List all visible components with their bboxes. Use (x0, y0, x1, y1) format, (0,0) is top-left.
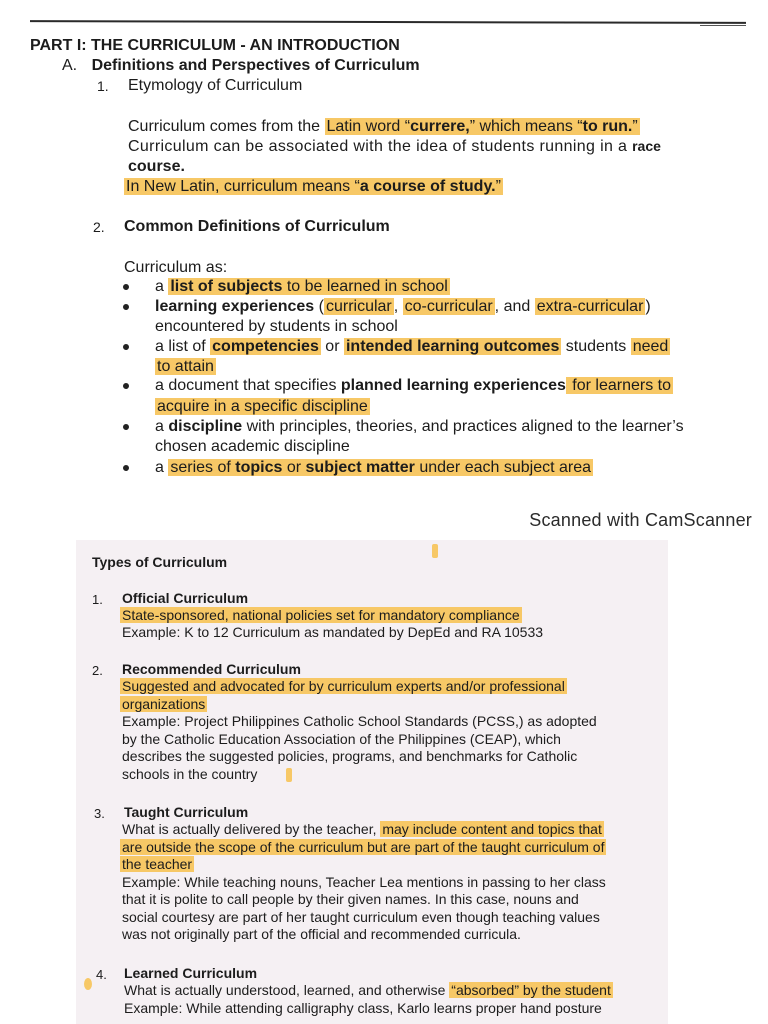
type4-title: Learned Curriculum (124, 965, 258, 981)
type4-number: 4. (96, 967, 107, 982)
item1-number: 1. (97, 78, 109, 94)
highlighter-mark (286, 768, 292, 782)
type4-line-2: Example: While attending calligraphy class, Karlo learns proper hand posture (124, 1000, 602, 1016)
type3-line-2: are outside the scope of the curriculum but are part of the taught curriculum of (122, 839, 605, 855)
type1-line-2: Example: K to 12 Curriculum as mandated by DepEd and RA 10533 (122, 624, 544, 640)
scanned-page-1: PART I: THE CURRICULUM - AN INTRODUCTION A. Definitions and Perspectives of Curriculum 1. Etymology of Curriculum Curriculum comes from the Latin word “currere,” which means “to run.” Curriculum can be associated with the idea of students running in a race course. In New Latin, curriculum means “a course of study.” 2. Common Definitions of Curriculum Curriculum as: a list of subjects to be learned in school learning experiences ( curricular , co-curricular , and extra-curricular ) encountered by students in school a list of competencies or intended learning outcomes students need to attain a document that specifies planned learning experiences for learners to acquire in a specific discipline a discipline with principles, theories, and practices aligned to the learner’s chosen academic discipline a series of topics or subject matter under each subject area (0, 0, 768, 485)
type1-title: Official Curriculum (122, 590, 249, 606)
etymology-line-1: Curriculum comes from the Latin word “currere,” which means “to run.” (128, 118, 638, 135)
definition-bullet-4-cont: acquire in a specific discipline (157, 398, 368, 415)
part-title: PART I: THE CURRICULUM - AN INTRODUCTION (30, 37, 400, 54)
definitions-intro: Curriculum as: (124, 259, 228, 276)
section-title: Definitions and Perspectives of Curriculum (91, 57, 420, 74)
definition-bullet-3-cont: to attain (157, 358, 214, 375)
type2-line-6: schools in the country (122, 766, 258, 782)
type2-line-1: Suggested and advocated for by curriculum experts and/or professional (122, 678, 565, 694)
type4-line-1: What is actually understood, learned, and otherwise “absorbed” by the student (124, 982, 611, 998)
type3-title: Taught Curriculum (124, 804, 249, 820)
types-title: Types of Curriculum (92, 554, 228, 570)
header-rule-tail (700, 25, 746, 26)
definition-bullet-2-cont: encountered by students in school (155, 318, 398, 335)
type3-line-6: social courtesy are part of her taught curriculum even though teaching values (122, 909, 600, 925)
type3-line-4: Example: While teaching nouns, Teacher Lea mentions in passing to her class (122, 874, 606, 890)
type2-number: 2. (92, 663, 103, 678)
highlighter-mark (432, 544, 438, 558)
type1-line-1: State-sponsored, national policies set for mandatory compliance (122, 607, 520, 623)
type2-title: Recommended Curriculum (122, 661, 301, 677)
item1-title: Etymology of Curriculum (128, 77, 303, 94)
highlighter-mark (84, 978, 92, 990)
etymology-line-2: Curriculum can be associated with the idea of students running in a race (128, 138, 661, 155)
type3-line-5: that it is polite to call people by their given names. In this case, nouns and (122, 891, 579, 907)
section-letter: A. (62, 57, 78, 74)
type3-number: 3. (94, 806, 105, 821)
type3-line-1: What is actually delivered by the teacher, may include content and topics that (122, 821, 602, 837)
etymology-line-3: course. (128, 158, 185, 175)
header-rule (30, 20, 746, 24)
section-heading (62, 56, 420, 75)
type3-line-3: the teacher (122, 856, 193, 872)
item2-number: 2. (93, 219, 105, 235)
type2-line-5: describes the suggested policies, programs, and benchmarks for Catholic (122, 748, 578, 764)
etymology-line-4: In New Latin, curriculum means “a course of study.” (126, 178, 501, 195)
type3-line-7: was not originally part of the official and recommended curricula. (122, 926, 521, 942)
camscanner-caption: Scanned with CamScanner (529, 510, 752, 530)
type2-line-4: by the Catholic Education Association of the Philippines (CEAP), which (122, 731, 561, 747)
type2-line-2: organizations (122, 696, 206, 712)
type1-number: 1. (92, 592, 103, 607)
item2-title: Common Definitions of Curriculum (124, 218, 390, 235)
scanned-page-2 (76, 540, 668, 1024)
definition-bullet-5-cont: chosen academic discipline (155, 438, 350, 455)
type2-line-3: Example: Project Philippines Catholic School Standards (PCSS,) as adopted (122, 713, 597, 729)
